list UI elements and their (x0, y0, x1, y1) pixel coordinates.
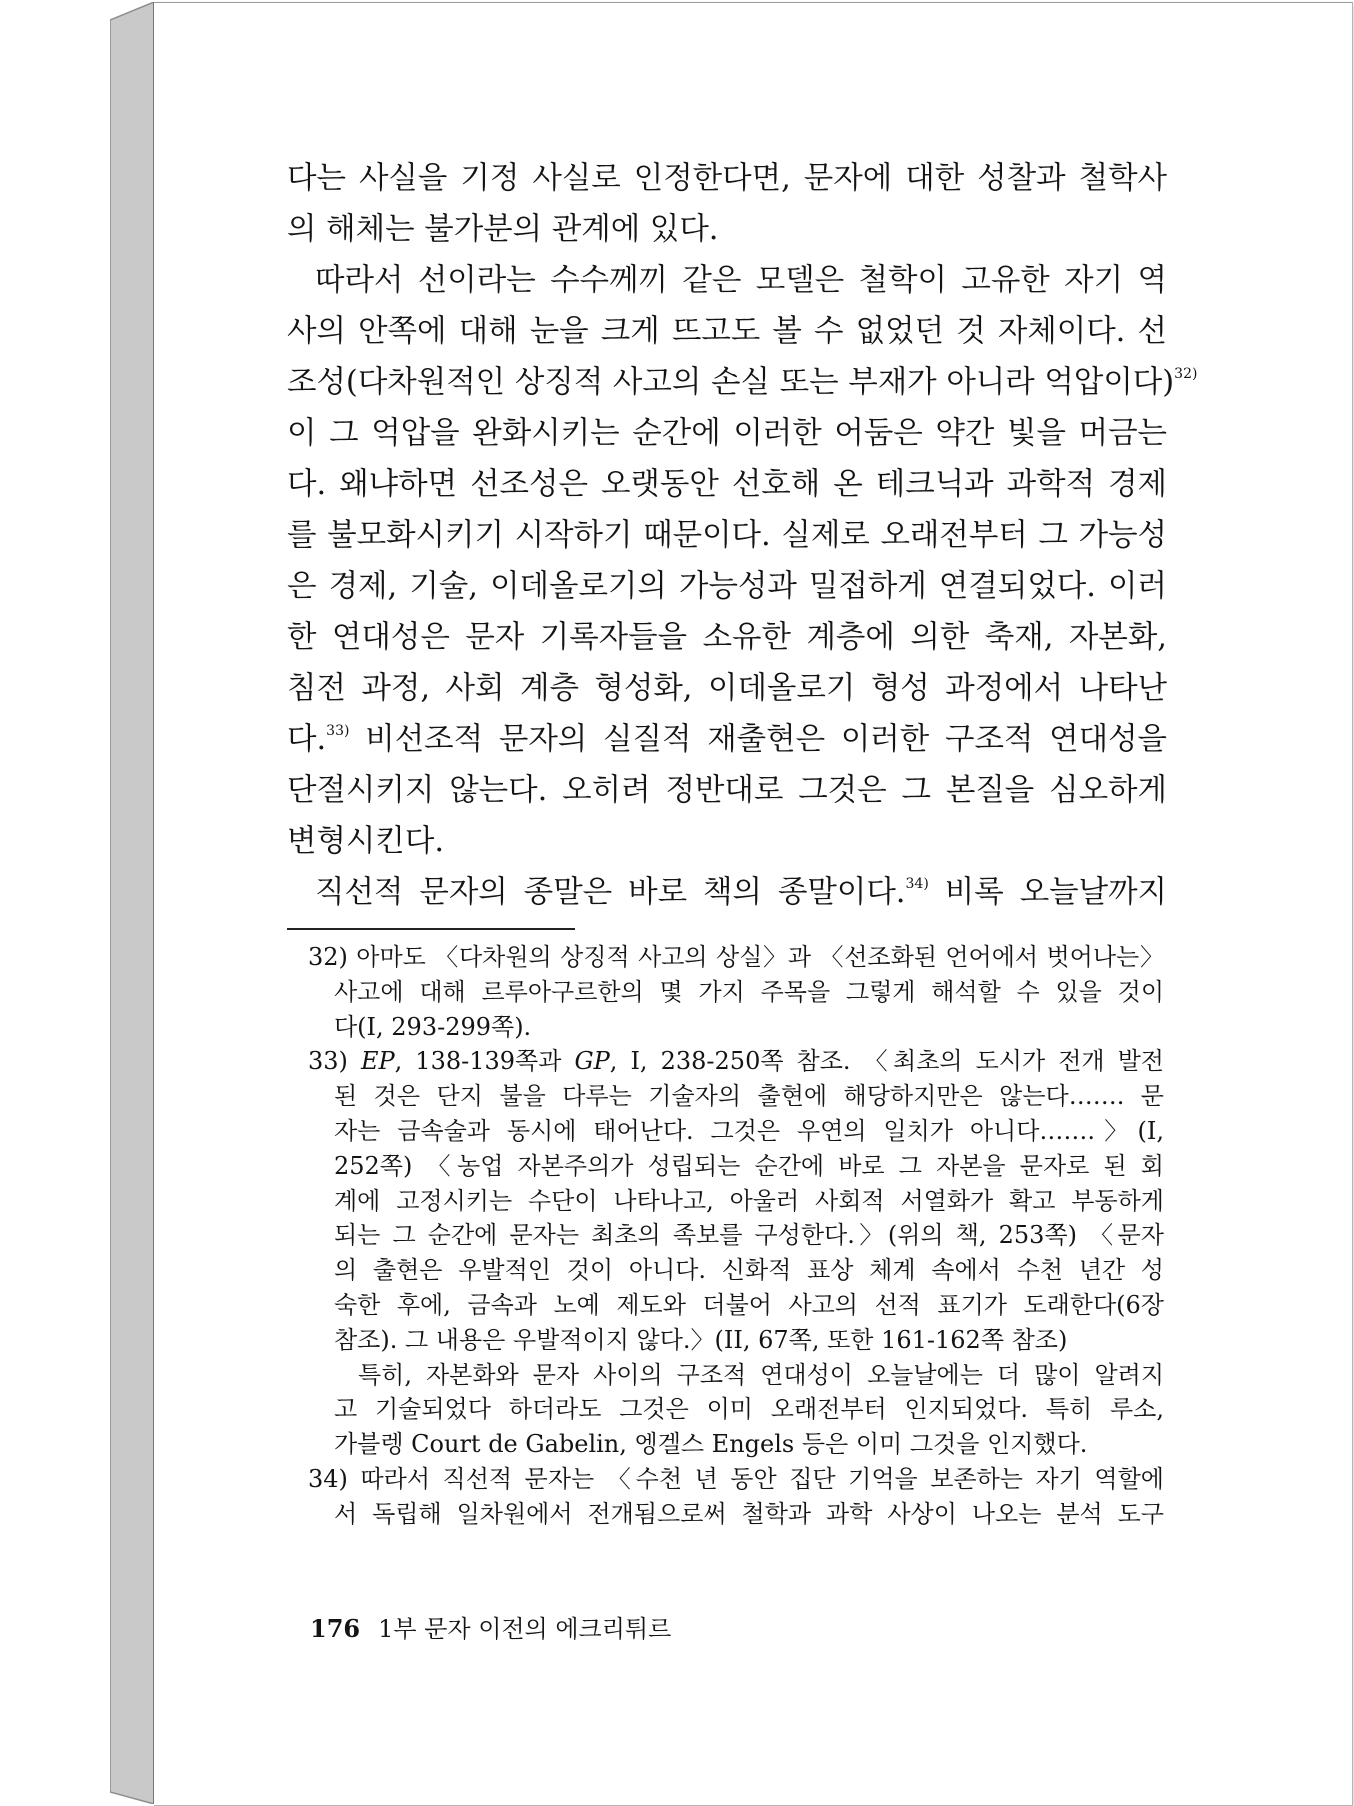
body-line: 변형시킨다. (287, 824, 445, 859)
body-line (287, 867, 1167, 918)
running-title: 1부 문자 이전의 에크리튀르 (378, 1615, 672, 1643)
footnote-line: 되는 그 순간에 문자는 최초의 족보를 구성한다.〉(위의 책, 253쪽) 〈문자 (334, 1221, 1164, 1250)
footnote-line (308, 1044, 1164, 1079)
body-line: 사의 안쪽에 대해 눈을 크게 뜨고도 볼 수 없었던 것 자체이다. 선 (287, 314, 1167, 349)
footnote-number: 33) (308, 1047, 348, 1076)
footnote-line: 고 기술되었다 하더라도 그것은 이미 오래전부터 인지되었다. 특히 루소, (334, 1395, 1164, 1424)
body-line-text: 다. (287, 722, 327, 757)
footnotes (308, 940, 1164, 1532)
footnote-line: 자는 금속술과 동시에 태어난다. 그것은 우연의 일치가 아니다…….〉(I, (334, 1116, 1164, 1145)
footnote-line: 34) 따라서 직선적 문자는 〈수천 년 동안 집단 기억을 보존하는 자기 역할에 (308, 1464, 1164, 1493)
footnote-line: 32) 아마도 〈다차원의 상징적 사고의 상실〉과 〈선조화된 언어에서 벗어나는〉 (308, 943, 1164, 971)
body-line: 침전 과정, 사회 계층 형성화, 이데올로기 형성 과정에서 나타난 (287, 671, 1167, 706)
footnote-line: 계에 고정시키는 수단이 나타나고, 아울러 사회적 서열화가 확고 부동하게 (334, 1186, 1164, 1215)
body-line-text: 직선적 문자의 종말은 바로 책의 종말이다. (315, 875, 906, 910)
abbreviation: EP (360, 1047, 395, 1076)
body-line: 의 해체는 불가분의 관계에 있다. (287, 212, 719, 247)
body-line: 다. 왜냐하면 선조성은 오랫동안 선호해 온 테크닉과 과학적 경제 (287, 467, 1167, 502)
page-footer (310, 1612, 671, 1646)
footnote-line: 된 것은 단지 불을 다루는 기술자의 출현에 해당하지만은 않는다……. 문 (334, 1082, 1164, 1111)
body-line: 다는 사실을 기정 사실로 인정한다면, 문자에 대한 성찰과 철학사 (287, 161, 1167, 196)
body-line-text: 비선조적 문자의 실질적 재출현은 이러한 구조적 연대성을 (365, 722, 1167, 757)
footnote-line: 다(I, 293-299쪽). (334, 1012, 532, 1041)
body-line: 를 불모화시키기 시작하기 때문이다. 실제로 오래전부터 그 가능성 (287, 518, 1167, 553)
footnote-ref: 33) (326, 723, 350, 739)
footnote-line: 숙한 후에, 금속과 노예 제도와 더불어 사고의 선적 표기가 도래한다(6장 (334, 1290, 1164, 1319)
body-line: 따라서 선이라는 수수께끼 같은 모델은 철학이 고유한 자기 역 (315, 263, 1167, 298)
footnote-line: 참조). 그 내용은 우발적이지 않다.〉(II, 67쪽, 또한 161-162쪽 참조) (334, 1325, 1068, 1354)
footnote-line: 252쪽) 〈농업 자본주의가 성립되는 순간에 바로 그 자본을 문자로 된 회 (334, 1151, 1164, 1180)
footnote-line: 가블렝 Court de Gabelin, 엥겔스 Engels 등은 이미 그것을 인지했다. (334, 1430, 1088, 1459)
abbreviation: GP (574, 1047, 610, 1076)
footnote-ref: 32) (1174, 366, 1198, 382)
body-line: 단절시키지 않는다. 오히려 정반대로 그것은 그 본질을 심오하게 (287, 773, 1167, 808)
body-line (287, 357, 1198, 408)
footnote-line: 특히, 자본화와 문자 사이의 구조적 연대성이 오늘날에는 더 많이 알려지 (358, 1360, 1164, 1389)
footnote-line: 사고에 대해 르루아구르한의 몇 가지 주목을 그렇게 해석할 수 있을 것이 (334, 977, 1164, 1006)
footnote-ref: 34) (905, 876, 929, 892)
body-line-text: 조성(다차원적인 상징적 사고의 손실 또는 부재가 아니라 억압이다) (287, 365, 1175, 400)
footnote-text: , 138-139쪽과 (394, 1047, 562, 1076)
body-line: 이 그 억압을 완화시키는 순간에 이러한 어둠은 약간 빛을 머금는 (287, 416, 1167, 451)
book-spine (110, 2, 158, 1804)
main-text (287, 153, 1198, 918)
footnote-line: 서 독립해 일차원에서 전개됨으로써 철학과 과학 사상이 나오는 분석 도구 (334, 1499, 1164, 1528)
footnote-line: 의 출현은 우발적인 것이 아니다. 신화적 표상 체계 속에서 수천 년간 성 (334, 1256, 1164, 1285)
body-line: 한 연대성은 문자 기록자들을 소유한 계층에 의한 축재, 자본화, (287, 620, 1167, 655)
footnote-divider (287, 928, 575, 930)
body-line-text: 비록 오늘날까지 (944, 875, 1168, 910)
footnote-text: , I, 238-250쪽 참조. 〈최초의 도시가 전개 발전 (609, 1047, 1164, 1076)
body-line (287, 714, 1167, 765)
page-number: 176 (310, 1614, 361, 1643)
body-line: 은 경제, 기술, 이데올로기의 가능성과 밀접하게 연결되었다. 이러 (287, 569, 1167, 604)
